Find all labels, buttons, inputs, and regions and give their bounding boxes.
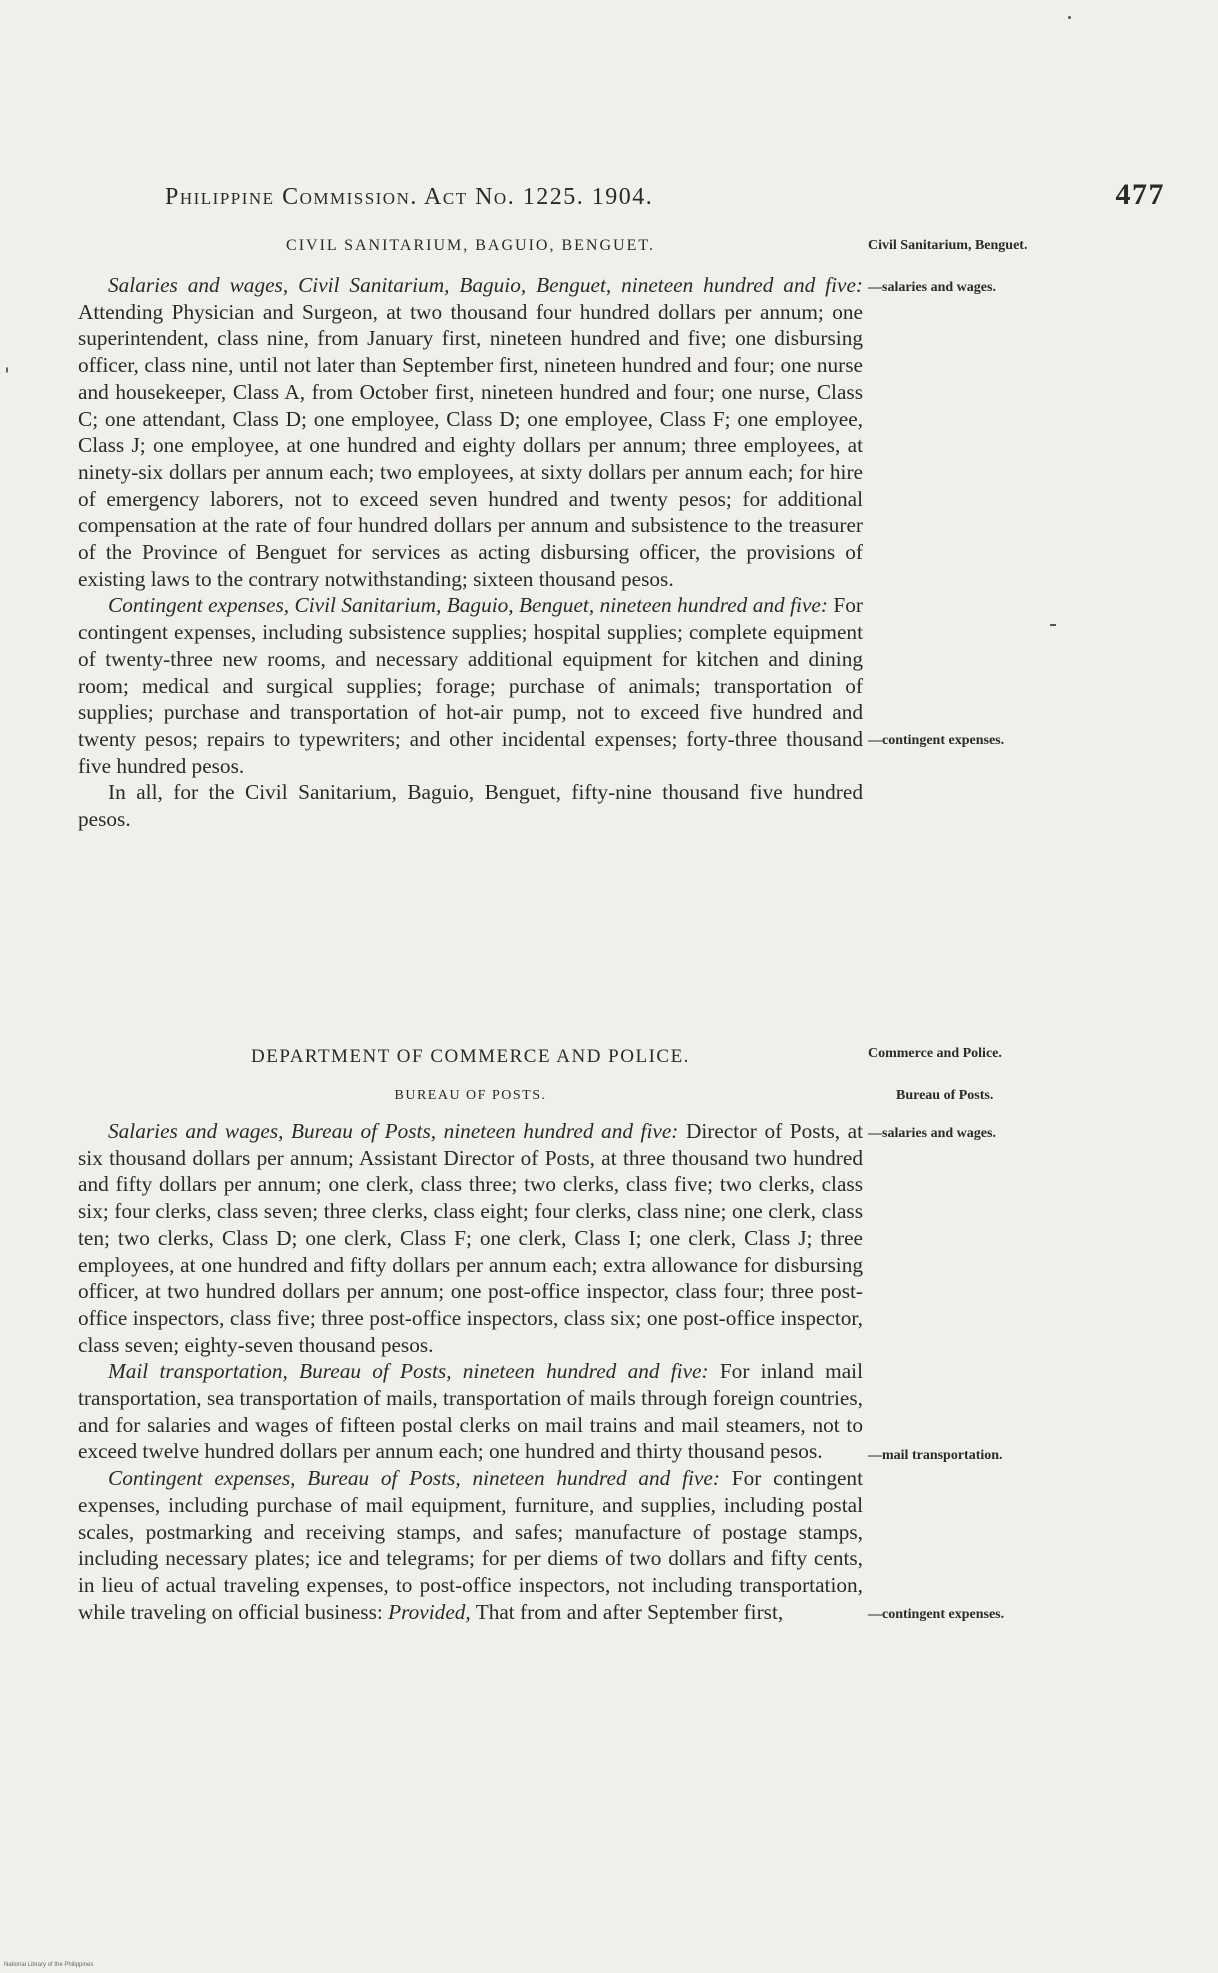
speck <box>1068 16 1071 19</box>
paragraph-mail-transportation <box>78 1358 863 1465</box>
margin-note-mail: —mail transportation. <box>868 1448 1003 1463</box>
paragraph-text: For contingent expenses, including purchase of mail equipment, furniture, and supplies, including postal scales, postmarking and receiving stamps, and safes; manufacture of postage stamps, including necessary plates; ice and telegrams; for per diems of two dollars and fifty cents, in lieu of actual traveling expenses, to post-office inspectors, not including transportation, while traveling on official business: <box>78 1466 863 1624</box>
paragraph-text: For inland mail transportation, sea transportation of mails, transportation of mails through foreign countries, and for salaries and wages of fifteen postal clerks on mail trains and mail steamers, not to exceed twelve hundred dollars per annum each; one hundred and thirty thousand pesos. <box>78 1359 863 1464</box>
paragraph-contingent-posts <box>78 1465 863 1625</box>
margin-note-salaries: —salaries and wages. <box>868 280 996 295</box>
speck <box>1050 624 1056 626</box>
section-civil-sanitarium <box>78 237 863 833</box>
paragraph-contingent-sanitarium <box>78 592 863 779</box>
header-title: Philippine Commission. Act No. 1225. 1904. <box>165 184 654 210</box>
paragraph-text: Attending Physician and Surgeon, at two thousand four hundred dollars per annum; one superintendent, class nine, from January first, nineteen hundred and five; one disbursing officer, class nine, until not later than September first, nineteen hundred and four; one nurse and housekeeper, Class A, from October first, nineteen hundred and four; one nurse, Class C; one attendant, Class D; one employee, Class D; one employee, Class F; one employee, Class J; one employee, at one hundred and eighty dollars per annum; three employees, at ninety-six dollars per annum each; two employees, at sixty dollars per annum each; for hire of emergency laborers, not to exceed seven hundred and twenty pesos; for additional compensation at the rate of four hundred dollars per annum and subsistence to the treasurer of the Province of Benguet for services as acting disbursing officer, the provisions of existing laws to the contrary notwithstanding; sixteen thousand pesos. <box>78 299 863 591</box>
paragraph-lead: Salaries and wages, Civil Sanitarium, Baguio, Benguet, nineteen hundred and five: <box>108 273 863 297</box>
department-heading: DEPARTMENT OF COMMERCE AND POLICE. <box>251 1046 690 1067</box>
paragraph-tail: That from and after September first, <box>470 1599 784 1624</box>
paragraph-salaries-posts <box>78 1118 863 1358</box>
margin-note-contingent-posts: —contingent expenses. <box>868 1607 1005 1622</box>
paragraph-salaries-sanitarium <box>78 272 863 592</box>
paragraph-lead: Contingent expenses, Civil Sanitarium, Baguio, Benguet, nineteen hundred and five: <box>108 593 828 618</box>
margin-note-civil-sanitarium: Civil Sanitarium, Benguet. <box>868 238 1028 253</box>
running-header <box>165 178 1165 218</box>
paragraph-total-sanitarium <box>78 779 863 832</box>
section-heading: CIVIL SANITARIUM, BAGUIO, BENGUET. <box>286 237 655 254</box>
paragraph-lead: Salaries and wages, Bureau of Posts, nineteen hundred and five: <box>108 1119 679 1143</box>
margin-note-commerce-police: Commerce and Police. <box>868 1046 1002 1061</box>
paragraph-text: In all, for the Civil Sanitarium, Baguio, Benguet, fifty-nine thousand five hundred pesos. <box>78 780 863 832</box>
margin-note-salaries-posts: —salaries and wages. <box>868 1126 996 1141</box>
paragraph-lead: Mail transportation, Bureau of Posts, nineteen hundred and five: <box>108 1359 709 1384</box>
paragraph-text: Director of Posts, at six thousand dollars per annum; Assistant Director of Posts, at three thousand two hundred and fifty dollars per annum; one clerk, class three; two clerks, class five; two clerks, class six; four clerks, class seven; three clerks, class eight; four clerks, class nine; one clerk, class ten; two clerks, Class D; one clerk, Class F; one clerk, Class I; one clerk, Class J; three employees, at one hundred and fifty dollars per annum each; extra allowance for disbursing officer, at two hundred dollars per annum; one post-office inspector, class four; three post-office inspectors, class five; three post-office inspectors, class six; one post-office inspector, class seven; eighty-seven thousand pesos. <box>78 1119 863 1357</box>
paragraph-lead: Contingent expenses, Bureau of Posts, nineteen hundred and five: <box>108 1466 720 1491</box>
page-number: 477 <box>1115 178 1165 211</box>
margin-note-contingent: —contingent expenses. <box>868 733 1005 748</box>
footer-credit: National Library of the Philippines <box>4 1962 94 1968</box>
proviso: Provided, <box>388 1599 471 1624</box>
margin-note-bureau-posts: Bureau of Posts. <box>896 1088 994 1103</box>
section-commerce-police <box>78 1046 863 1625</box>
paragraph-text: For contingent expenses, including subsistence supplies; hospital supplies; complete equipment of twenty-three new rooms, and necessary additional equipment for kitchen and dining room; medical and surgical supplies; forage; purchase of animals; transportation of supplies; purchase and transportation of hot-air pump, not to exceed five hundred and twenty pesos; repairs to typewriters; and other incidental expenses; forty-three thousand five hundred pesos. <box>78 593 863 778</box>
bureau-heading: BUREAU OF POSTS. <box>394 1088 547 1103</box>
speck <box>6 367 8 373</box>
